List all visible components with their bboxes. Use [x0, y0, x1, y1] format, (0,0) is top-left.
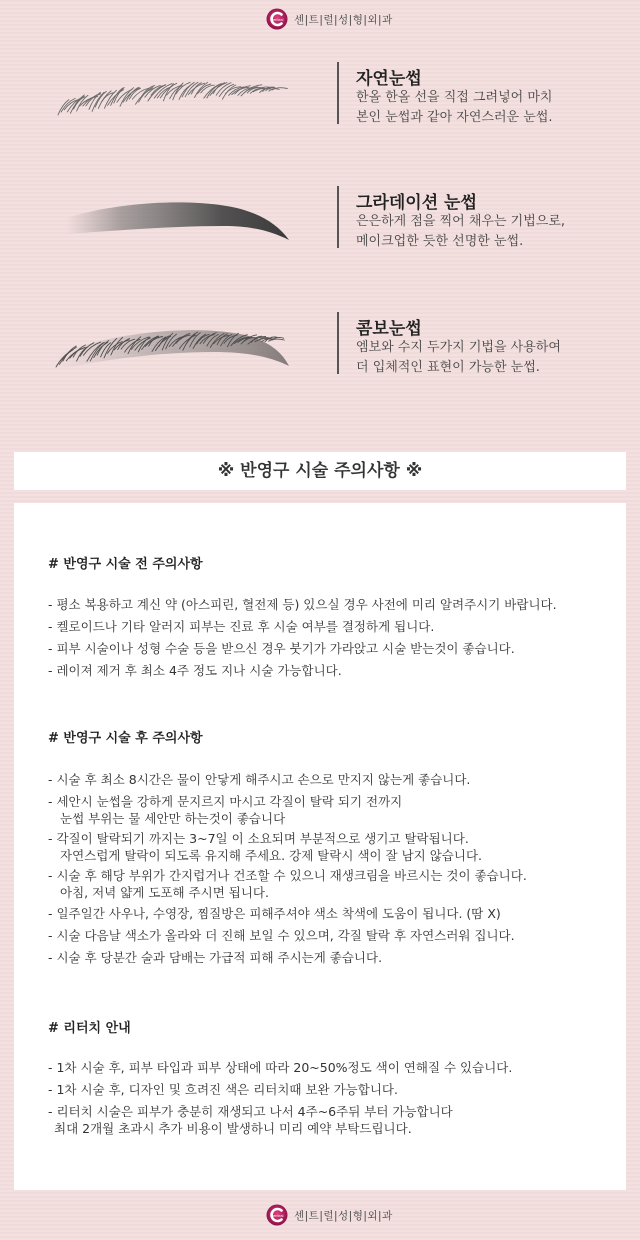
description-line: 더 입체적인 표현이 가능한 눈썹.	[356, 360, 540, 375]
item-line: - 시술 후 최소 8시간은 물이 안닿게 해주시고 손으로 만지지 않는게 좋습니다.	[48, 772, 471, 787]
list-item	[48, 1081, 398, 1098]
brow-hair-stroke	[58, 100, 69, 115]
central-logo-icon	[266, 1204, 288, 1226]
item-line: - 피부 시술이나 성형 수술 등을 받으신 경우 붓기가 가라앉고 시술 받는것이 좋습니다.	[48, 641, 515, 656]
item-line: - 세안시 눈썹을 강하게 문지르지 마시고 각질이 탈락 되기 전까지	[48, 794, 403, 809]
item-line: - 시술 다음날 색소가 올라와 더 진해 보일 수 있으며, 각질 탈락 후 자연스러워 집니다.	[48, 928, 515, 943]
item-line: - 켈로이드나 기타 알러지 피부는 진료 후 시술 여부를 결정하게 됩니다.	[48, 619, 435, 634]
notice-title: ※ 반영구 시술 주의사항 ※	[14, 452, 626, 490]
style-description	[356, 212, 565, 252]
style-description	[356, 88, 552, 128]
list-item	[48, 1103, 453, 1137]
description-line: 엠보와 수지 두가지 기법을 사용하여	[356, 340, 561, 355]
item-line: - 각질이 탈락되기 까지는 3~7일 이 소요되며 부분적으로 생기고 탈락됩니다.	[48, 831, 469, 846]
divider-line	[337, 312, 339, 374]
item-line: - 시술 후 당분간 술과 담배는 가급적 피해 주시는게 좋습니다.	[48, 950, 383, 965]
list-item	[48, 596, 557, 613]
list-item	[48, 927, 515, 944]
list-item	[48, 867, 527, 901]
style-title: 자연눈썹	[356, 69, 422, 89]
item-line: 자연스럽게 탈락이 되도록 유지해 주세요. 강제 탈락시 색이 잘 남지 않습니다.	[60, 848, 483, 863]
brow-style-natural	[0, 58, 640, 148]
description-line: 메이크업한 듯한 선명한 눈썹.	[356, 234, 524, 249]
brand-name: 센|트|럴|성|형|외|과	[294, 1209, 393, 1222]
list-item	[48, 905, 501, 922]
brand-name: 센|트|럴|성|형|외|과	[294, 13, 393, 26]
list-item	[48, 1059, 512, 1076]
item-line: 눈썹 부위는 물 세안만 하는것이 좋습니다	[60, 811, 286, 826]
logo-mark-text: Central	[270, 1214, 284, 1218]
brow-hair-stroke	[136, 88, 153, 104]
item-line: - 평소 복용하고 계신 약 (아스피린, 혈전제 등) 있으실 경우 사전에 미리 알려주시기 바랍니다.	[48, 597, 557, 612]
list-item	[48, 662, 342, 679]
item-line: 아침, 저녁 얇게 도포해 주시면 됩니다.	[60, 885, 269, 900]
section-title-retouch: # 리터치 안내	[48, 1021, 131, 1036]
list-item	[48, 618, 434, 635]
section-title-before: # 반영구 시술 전 주의사항	[48, 557, 203, 572]
brow-style-combo	[0, 308, 640, 398]
item-line: - 1차 시술 후, 피부 타입과 피부 상태에 따라 20~50%정도 색이 연해질 수 있습니다.	[48, 1060, 513, 1075]
notice-content-panel	[14, 503, 626, 1190]
brow-hair-stroke	[222, 85, 235, 99]
hair-stroke-eyebrow-icon	[44, 64, 294, 134]
description-line: 은은하게 점을 찍어 채우는 기법으로,	[356, 214, 566, 229]
item-line: - 레이져 제거 후 최소 4주 정도 지나 시술 가능합니다.	[48, 663, 342, 678]
item-line: - 리터치 시술은 피부가 충분히 재생되고 나서 4주~6주뒤 부터 가능합니다	[48, 1104, 453, 1119]
description-line: 본인 눈썹과 같아 자연스러운 눈썹.	[356, 110, 553, 125]
item-line: - 1차 시술 후, 디자인 및 흐려진 색은 리터치때 보완 가능합니다.	[48, 1082, 398, 1097]
gradation-eyebrow-icon	[44, 188, 294, 258]
list-item	[48, 949, 382, 966]
item-line: - 일주일간 사우나, 수영장, 찜질방은 피해주셔야 색소 착색에 도움이 됩니다. (땀 X)	[48, 906, 501, 921]
divider-line	[337, 62, 339, 124]
brow-hair-stroke	[191, 83, 201, 94]
style-title: 콤보눈썹	[356, 319, 422, 339]
central-logo-icon	[266, 8, 288, 30]
combo-eyebrow-icon	[44, 314, 294, 384]
style-title: 그라데이션 눈썹	[356, 193, 477, 213]
list-item	[48, 793, 402, 827]
item-line: - 시술 후 해당 부위가 간지럽거나 건조할 수 있으니 재생크림을 바르시는 것이 좋습니다.	[48, 868, 527, 883]
list-item	[48, 640, 515, 657]
item-line: 최대 2개월 초과시 추가 비용이 발생하니 미리 예약 부탁드립니다.	[54, 1121, 412, 1136]
header-logo	[0, 4, 640, 34]
footer-logo	[0, 1200, 640, 1230]
section-title-after: # 반영구 시술 후 주의사항	[48, 731, 203, 746]
divider-line	[337, 186, 339, 248]
list-item	[48, 771, 470, 788]
logo-mark-text: Central	[270, 18, 284, 22]
list-item	[48, 830, 482, 864]
brow-style-gradation	[0, 182, 640, 272]
description-line: 한올 한올 선을 직접 그려넣어 마치	[356, 90, 553, 105]
style-description	[356, 338, 561, 378]
